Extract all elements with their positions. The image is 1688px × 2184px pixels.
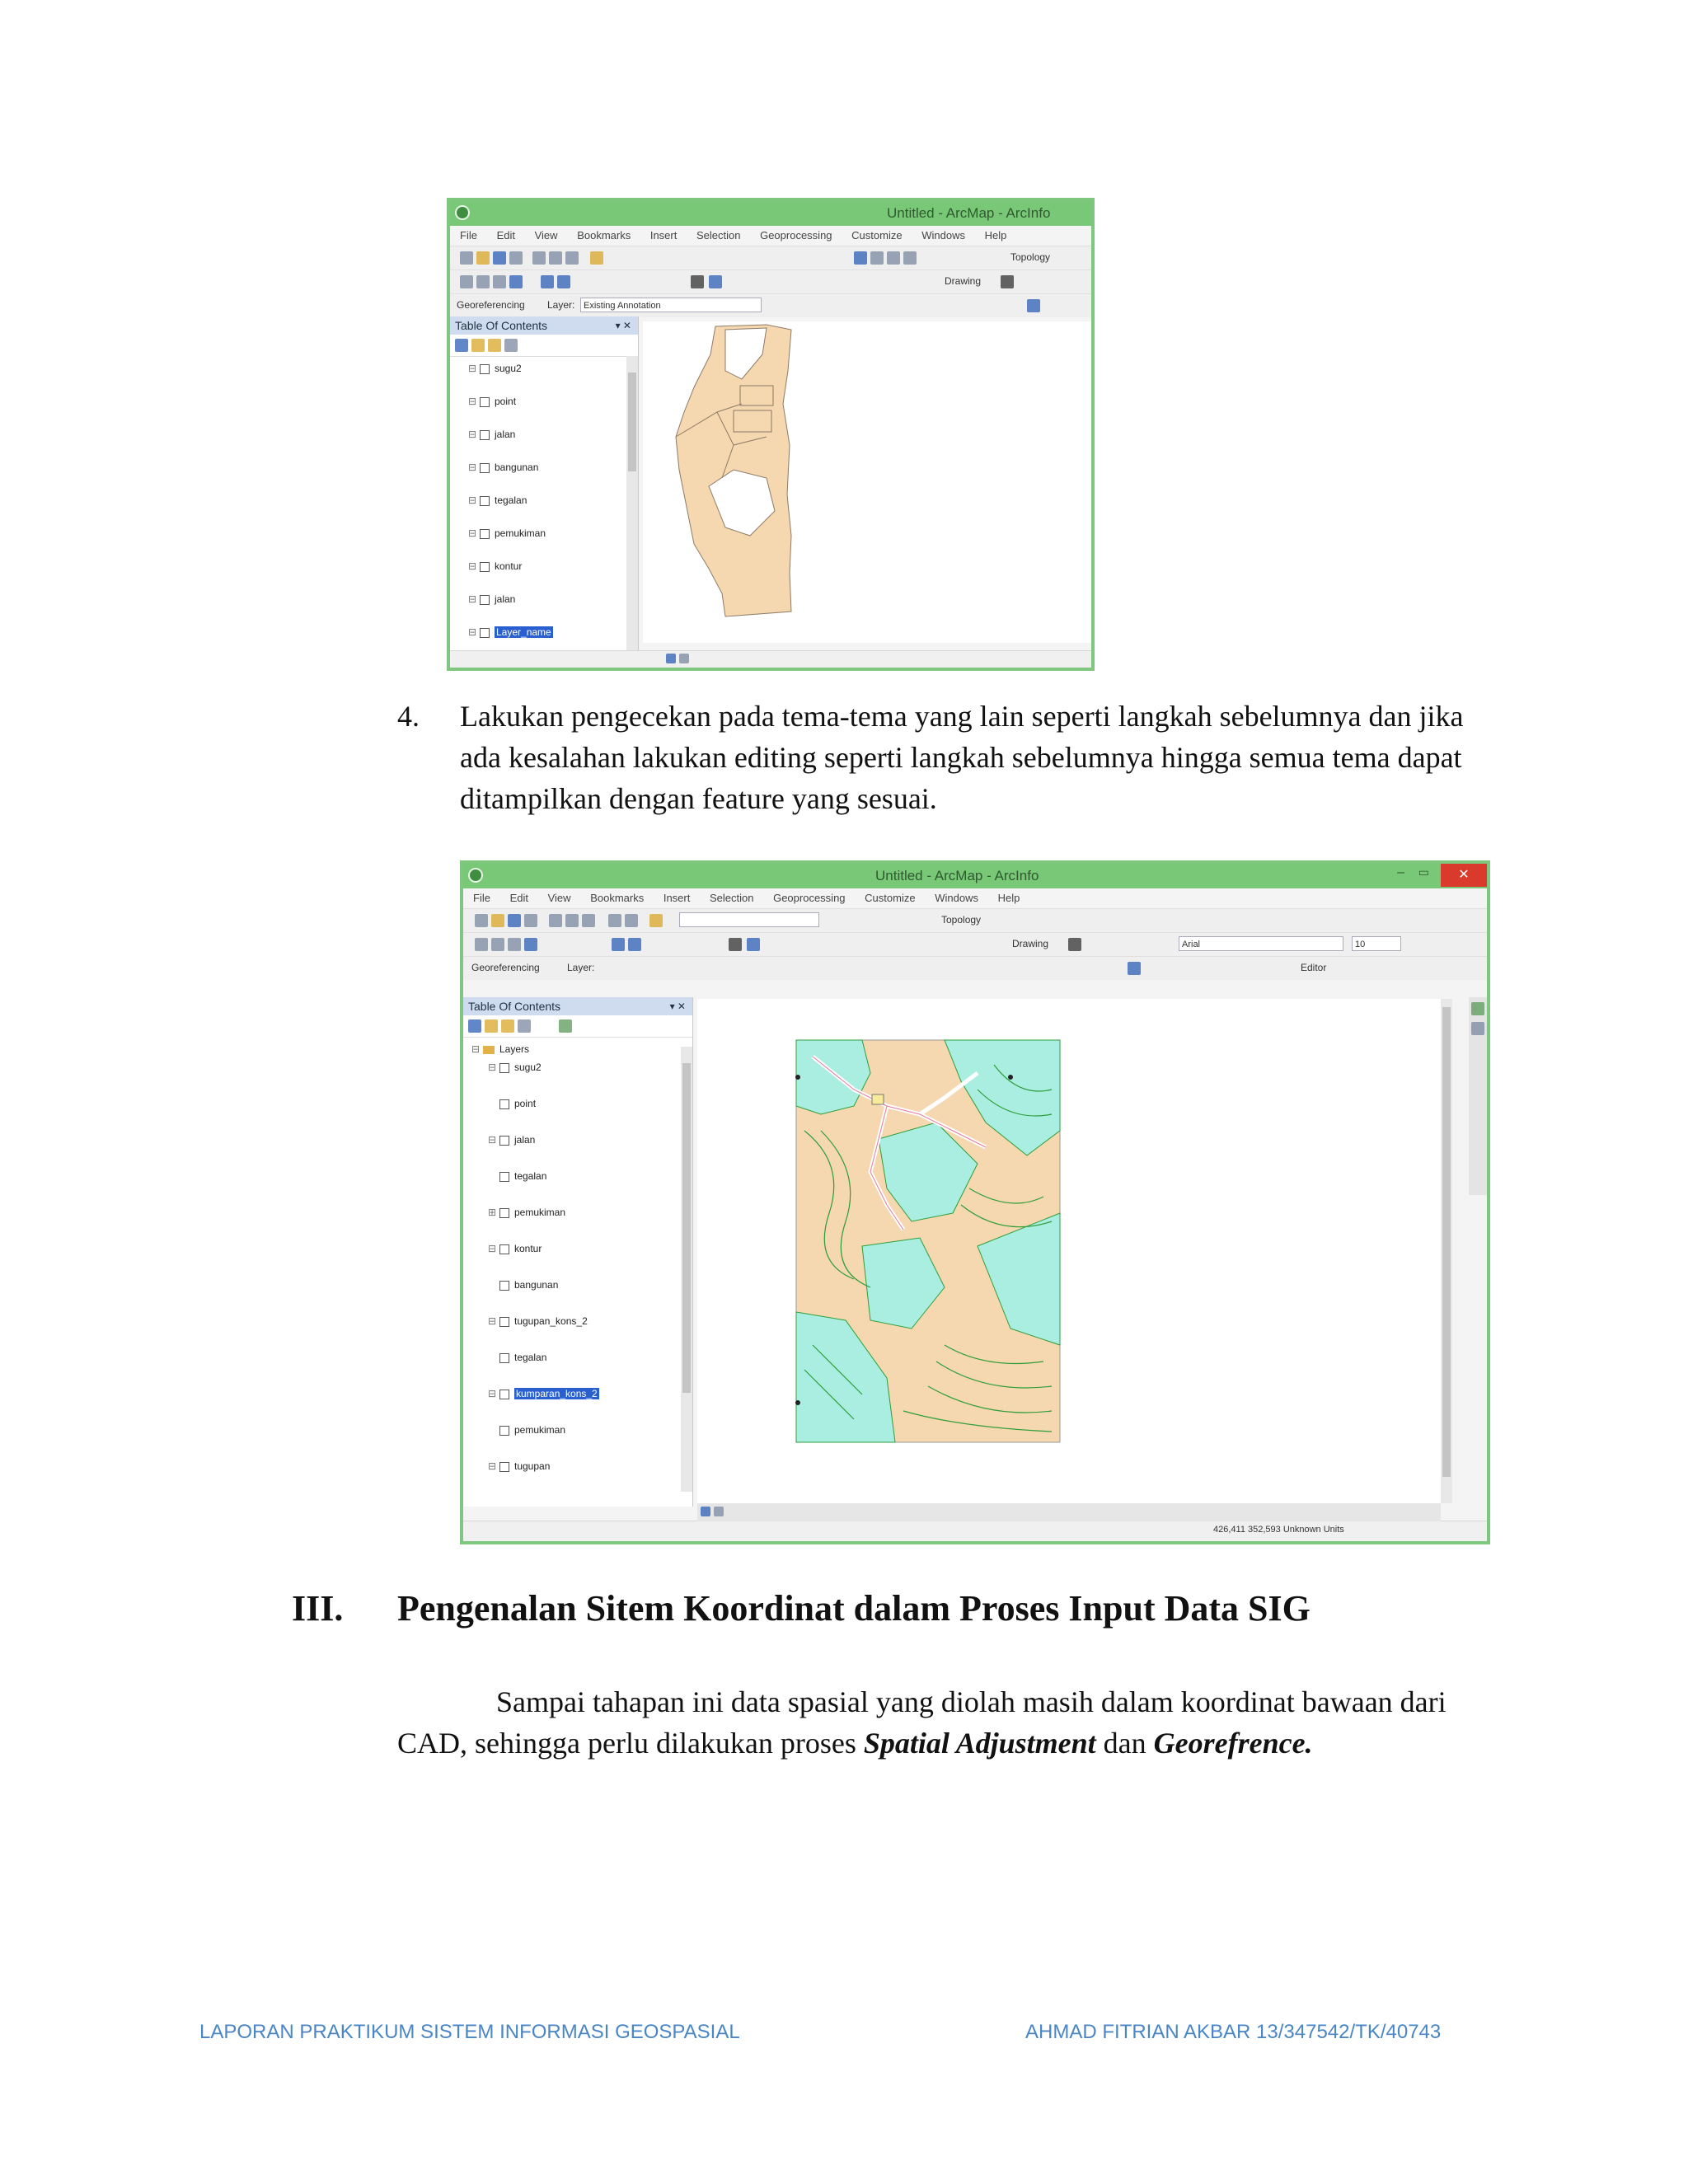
layout-view-icon[interactable] <box>714 1507 724 1516</box>
para-text-1: Sampai tahapan ini data spasial yang diolah masih dalam koordinat bawaan dari CAD, sehingga perlu dilakukan proses <box>397 1685 1447 1760</box>
drawing-label[interactable]: Drawing <box>945 275 982 287</box>
font-dropdown[interactable]: Arial <box>1179 936 1343 951</box>
paste-icon[interactable] <box>565 251 579 265</box>
select-arrow-icon[interactable] <box>691 275 704 288</box>
menu-geoprocessing[interactable]: Geoprocessing <box>760 229 832 241</box>
toc-layers-root[interactable]: ⊟ Layers <box>471 1043 530 1055</box>
save-icon[interactable] <box>493 251 506 265</box>
georeferencing-label[interactable]: Georeferencing <box>457 299 525 311</box>
forward-icon[interactable] <box>557 275 570 288</box>
list-by-visibility-icon[interactable] <box>501 1019 514 1033</box>
georeferencing-toolbar <box>463 956 1487 980</box>
menu-insert[interactable]: Insert <box>663 892 691 904</box>
footer-left: LAPORAN PRAKTIKUM SISTEM INFORMASI GEOSPASIAL <box>199 2021 740 2043</box>
toc-layer-tegalan-2[interactable]: tegalan <box>488 1352 546 1363</box>
tools-toolbar <box>463 932 1487 956</box>
para-text-2: dan <box>1095 1727 1154 1760</box>
back-icon[interactable] <box>612 938 625 951</box>
toc-layer-sugu2[interactable]: ⊟ sugu2 <box>468 363 522 374</box>
catalog-dock-icon[interactable] <box>1471 1002 1484 1015</box>
title-bar <box>450 201 1091 226</box>
pan-icon[interactable] <box>493 275 506 288</box>
editor-icon[interactable] <box>854 251 867 265</box>
list-by-selection-icon[interactable] <box>518 1019 531 1033</box>
toc-layer-pemukiman-2[interactable]: pemukiman <box>488 1424 565 1436</box>
list-by-source-icon[interactable] <box>471 339 485 352</box>
close-icon[interactable]: ▾ ✕ <box>669 1001 686 1012</box>
menu-file[interactable]: File <box>460 229 477 241</box>
toc-layer-bangunan[interactable]: ⊟ bangunan <box>468 462 539 473</box>
back-icon[interactable] <box>541 275 554 288</box>
standard-toolbar <box>450 246 1091 269</box>
point-marker <box>1008 1075 1013 1080</box>
arcmap-icon <box>468 868 483 883</box>
full-extent-icon[interactable] <box>524 938 537 951</box>
table-of-contents <box>463 997 693 1507</box>
print-icon[interactable] <box>524 914 537 927</box>
menu-bookmarks[interactable]: Bookmarks <box>577 229 631 241</box>
step-text: Lakukan pengecekan pada tema-tema yang lain seperti langkah sebelumnya dan jika ada kesalahan lakukan editing seperti langkah sebelumnya hingga semua tema dapat ditampilkan dengan feature yang sesuai. <box>460 700 1464 815</box>
data-view-icon[interactable] <box>701 1507 710 1516</box>
cut-icon[interactable] <box>549 914 562 927</box>
select-arrow-icon[interactable] <box>729 938 742 951</box>
scale-dropdown[interactable] <box>679 912 819 927</box>
toc-layer-jalan[interactable]: ⊟ jalan <box>468 429 516 440</box>
arcmap-screenshot-2 <box>460 860 1490 1544</box>
toc-layer-kontur[interactable]: ⊟ kontur <box>488 1243 542 1254</box>
font-size-dropdown[interactable]: 10 <box>1352 936 1401 951</box>
status-coordinates: 426,411 352,593 Unknown Units <box>1213 1525 1344 1535</box>
copy-icon[interactable] <box>565 914 579 927</box>
toc-layer-jalan[interactable]: ⊟ jalan <box>488 1134 536 1146</box>
drawing-arrow-icon[interactable] <box>1001 275 1014 288</box>
para-emphasis-2: Georefrence. <box>1153 1727 1313 1760</box>
topology-label: Topology <box>1010 251 1051 263</box>
menu-geoprocessing[interactable]: Geoprocessing <box>773 892 846 904</box>
search-icon[interactable] <box>887 251 900 265</box>
toolbox-icon[interactable] <box>903 251 917 265</box>
identify-icon[interactable] <box>747 938 760 951</box>
map-canvas <box>643 321 1095 643</box>
standard-toolbar <box>463 908 1487 932</box>
print-icon[interactable] <box>509 251 523 265</box>
toc-layer-selected[interactable]: ⊟ Layer_name <box>468 626 551 638</box>
pan-icon[interactable] <box>508 938 521 951</box>
toc-layer-pemukiman[interactable]: ⊟ pemukiman <box>468 527 546 539</box>
toc-scrollbar[interactable] <box>626 356 638 656</box>
list-by-source-icon[interactable] <box>485 1019 498 1033</box>
toc-layer-sugu2[interactable]: ⊟ sugu2 <box>488 1062 542 1073</box>
arcmap-icon <box>455 205 470 220</box>
menu-file[interactable]: File <box>473 892 490 904</box>
menu-help[interactable]: Help <box>997 892 1020 904</box>
list-by-drawing-order-icon[interactable] <box>455 339 468 352</box>
drawing-arrow-icon[interactable] <box>1068 938 1081 951</box>
toc-layer-tugupan[interactable]: ⊟ tugupan <box>488 1460 551 1472</box>
toc-layer-point[interactable]: point <box>488 1098 536 1109</box>
menu-selection[interactable]: Selection <box>709 892 754 904</box>
topology-label: Topology <box>941 914 982 926</box>
list-by-selection-icon[interactable] <box>504 339 518 352</box>
georeferencing-toolbar <box>450 293 1091 317</box>
table-of-contents <box>450 316 639 656</box>
toc-title: Table Of Contents <box>468 1000 561 1013</box>
toc-layer-jalan-2[interactable]: ⊟ jalan <box>468 593 516 605</box>
menu-selection[interactable]: Selection <box>696 229 741 241</box>
new-icon[interactable] <box>460 251 473 265</box>
toc-layer-selected[interactable]: ⊟ kumparan_kons_2 <box>488 1388 598 1399</box>
building-polygon <box>872 1094 884 1104</box>
toc-scrollbar[interactable] <box>681 1047 692 1492</box>
point-marker <box>795 1400 800 1405</box>
copy-icon[interactable] <box>549 251 562 265</box>
undo-icon[interactable] <box>608 914 621 927</box>
toc-toolbar <box>450 335 638 357</box>
add-data-icon[interactable] <box>649 914 663 927</box>
identify-icon[interactable] <box>709 275 722 288</box>
open-icon[interactable] <box>491 914 504 927</box>
save-icon[interactable] <box>508 914 521 927</box>
toc-layer-tegalan[interactable]: ⊟ tegalan <box>468 494 528 506</box>
right-dock <box>1469 997 1487 1195</box>
section-number: III. <box>292 1588 344 1629</box>
georeferencing-label[interactable]: Georeferencing <box>471 962 540 973</box>
menu-bar <box>463 888 1487 908</box>
window-title: Untitled - ArcMap - ArcInfo <box>875 868 1039 883</box>
menu-bookmarks[interactable]: Bookmarks <box>590 892 645 904</box>
layer-label: Layer: <box>567 962 595 973</box>
para-emphasis-1: Spatial Adjustment <box>863 1727 1096 1760</box>
toc-layer-tegalan[interactable]: tegalan <box>488 1170 546 1182</box>
new-icon[interactable] <box>475 914 488 927</box>
zoom-out-icon[interactable] <box>491 938 504 951</box>
cut-icon[interactable] <box>532 251 546 265</box>
toc-header <box>450 316 638 335</box>
section-title: Pengenalan Sitem Koordinat dalam Proses Input Data SIG <box>397 1588 1311 1629</box>
zoom-in-icon[interactable] <box>460 275 473 288</box>
map-view[interactable] <box>697 999 1441 1503</box>
step-number: 4. <box>397 700 420 733</box>
menu-customize[interactable]: Customize <box>851 229 903 241</box>
map-bottom-bar <box>697 1503 1441 1521</box>
map-canvas <box>697 999 1441 1503</box>
minimize-icon[interactable]: ‒ <box>1397 865 1404 879</box>
layer-list-icon[interactable] <box>1027 299 1040 312</box>
footer-right: AHMAD FITRIAN AKBAR 13/347542/TK/40743 <box>1025 2021 1442 2043</box>
toc-toolbar <box>463 1015 692 1038</box>
menu-help[interactable]: Help <box>984 229 1007 241</box>
status-bar <box>463 1521 1487 1541</box>
zoom-in-icon[interactable] <box>475 938 488 951</box>
map-view[interactable] <box>643 321 1095 643</box>
tools-toolbar <box>450 269 1091 293</box>
menu-view[interactable]: View <box>547 892 571 904</box>
title-bar <box>463 864 1487 888</box>
maximize-icon[interactable]: ▭ <box>1418 865 1429 879</box>
window-title: Untitled - ArcMap - ArcInfo <box>887 205 1051 221</box>
point-marker <box>795 1075 800 1080</box>
catalog-icon[interactable] <box>870 251 884 265</box>
toc-layer-bangunan[interactable]: bangunan <box>488 1279 558 1291</box>
data-view-icon[interactable] <box>666 654 676 663</box>
toc-title: Table Of Contents <box>455 319 548 332</box>
layer-list-icon[interactable] <box>1128 962 1141 975</box>
section-paragraph <box>397 1681 1469 1764</box>
toc-layer-kontur[interactable]: ⊟ kontur <box>468 560 523 572</box>
arcmap-screenshot-1 <box>447 198 1095 671</box>
close-window-icon[interactable]: ✕ <box>1441 864 1487 887</box>
menu-customize[interactable]: Customize <box>865 892 916 904</box>
redo-icon[interactable] <box>625 914 638 927</box>
search-dock-icon[interactable] <box>1471 1022 1484 1035</box>
layout-view-icon[interactable] <box>679 654 689 663</box>
toc-layer-point[interactable]: ⊟ point <box>468 396 517 407</box>
layer-dropdown[interactable]: Existing Annotation <box>580 298 762 312</box>
map-bottom-bar <box>450 650 1091 668</box>
add-data-icon[interactable] <box>590 251 603 265</box>
map-scrollbar-vertical[interactable] <box>1441 999 1452 1503</box>
menu-view[interactable]: View <box>534 229 558 241</box>
toc-layer-pemukiman[interactable]: ⊞ pemukiman <box>488 1207 566 1218</box>
open-icon[interactable] <box>476 251 490 265</box>
toc-layer-tugupan-kons-2[interactable]: ⊟ tugupan_kons_2 <box>488 1315 588 1327</box>
toc-header <box>463 997 692 1015</box>
close-icon[interactable]: ▾ ✕ <box>615 320 631 331</box>
paste-icon[interactable] <box>582 914 595 927</box>
options-icon[interactable] <box>559 1019 572 1033</box>
layer-label: Layer: <box>547 299 575 311</box>
forward-icon[interactable] <box>628 938 641 951</box>
list-by-visibility-icon[interactable] <box>488 339 501 352</box>
zoom-out-icon[interactable] <box>476 275 490 288</box>
menu-edit[interactable]: Edit <box>509 892 528 904</box>
menu-insert[interactable]: Insert <box>649 229 678 241</box>
editor-label[interactable]: Editor <box>1301 962 1327 973</box>
menu-windows[interactable]: Windows <box>921 229 965 241</box>
menu-bar <box>450 226 1091 246</box>
list-by-drawing-order-icon[interactable] <box>468 1019 481 1033</box>
full-extent-icon[interactable] <box>509 275 523 288</box>
menu-windows[interactable]: Windows <box>935 892 978 904</box>
menu-edit[interactable]: Edit <box>496 229 515 241</box>
drawing-label[interactable]: Drawing <box>1012 938 1049 949</box>
